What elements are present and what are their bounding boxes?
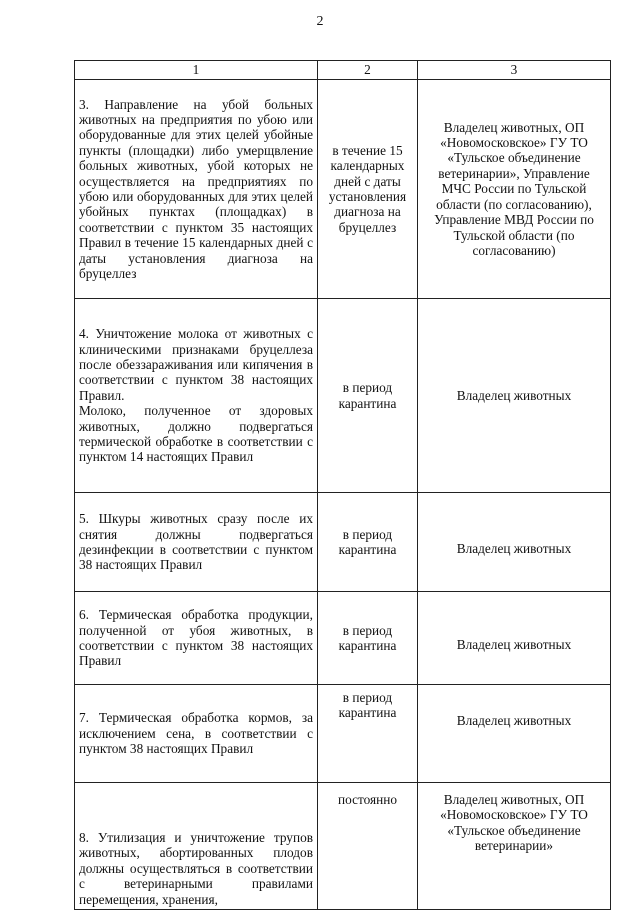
measure-cell: 7. Термическая обработка кормов, за исключением сена, в соответствии с пунктом 38 настоящих Правил <box>75 685 318 783</box>
measure-text: 4. Уничтожение молока от животных с клиническими признаками бруцеллеза после обеззараживания или кипячения в соответствии с пунктом 38 настоящих Правил. <box>79 326 313 403</box>
term-cell: в период карантина <box>318 592 418 685</box>
table-row <box>75 685 611 783</box>
table-row <box>75 592 611 685</box>
term-cell: в течение 15 календарных дней с даты установления диагноза на бруцеллез <box>318 80 418 299</box>
table-row <box>75 80 611 299</box>
table-row <box>75 493 611 592</box>
responsible-cell: Владелец животных <box>418 493 611 592</box>
table-row <box>75 299 611 493</box>
measure-cell: 3. Направление на убой больных животных на предприятия по убою или оборудованные для этих целей убойные пункты (площадки) либо умерщвление больных животных, убой которых не осуществляется на предприятиях по убою или оборудованных для этих целей убойных пунктах (площадках) в соответствии с пунктом 35 настоящих Правил в течение 15 календарных дней с даты установления диагноза на бруцеллез <box>75 80 318 299</box>
measures-table <box>74 60 611 910</box>
responsible-cell: Владелец животных, ОП «Новомосковское» ГУ ТО «Тульское объединение ветеринарии», Управление МЧС России по Тульской области (по согласованию), Управление МВД России по Тульской области (по согласованию) <box>418 80 611 299</box>
table-header-row <box>75 61 611 80</box>
term-cell: в период карантина <box>318 685 418 783</box>
responsible-cell: Владелец животных <box>418 592 611 685</box>
term-cell: постоянно <box>318 783 418 910</box>
column-header-2: 2 <box>318 61 418 80</box>
page-number: 2 <box>316 14 324 29</box>
term-cell: в период карантина <box>318 299 418 493</box>
table-row <box>75 783 611 910</box>
responsible-cell: Владелец животных <box>418 299 611 493</box>
column-header-3: 3 <box>418 61 611 80</box>
responsible-cell: Владелец животных, ОП «Новомосковское» ГУ ТО «Тульское объединение ветеринарии» <box>418 783 611 910</box>
measure-note: Молоко, полученное от здоровых животных, должно подвергаться термической обработке в соответствии с пунктом 14 настоящих Правил <box>79 403 313 465</box>
measure-cell <box>75 299 318 493</box>
measure-cell: 5. Шкуры животных сразу после их снятия должны подвергаться дезинфекции в соответствии с пунктом 38 настоящих Правил <box>75 493 318 592</box>
term-cell: в период карантина <box>318 493 418 592</box>
column-header-1: 1 <box>75 61 318 80</box>
measure-cell: 6. Термическая обработка продукции, полученной от убоя животных, в соответствии с пунктом 38 настоящих Правил <box>75 592 318 685</box>
measure-cell: 8. Утилизация и уничтожение трупов животных, абортированных плодов должны осуществляться в соответствии с ветеринарными правилами перемещения, хранения, <box>75 783 318 910</box>
responsible-cell: Владелец животных <box>418 685 611 783</box>
